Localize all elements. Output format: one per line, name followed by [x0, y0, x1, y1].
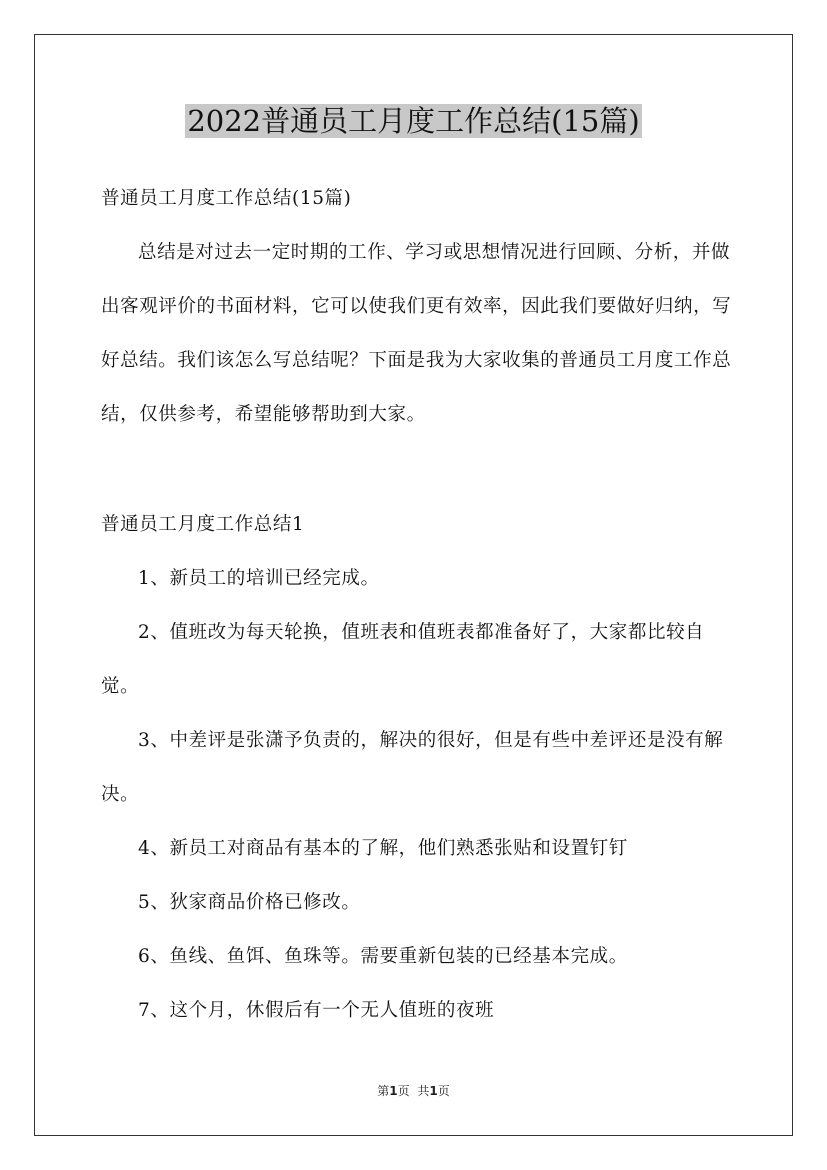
- total-prefix: 共: [417, 1084, 430, 1098]
- page-number: 1: [389, 1084, 398, 1098]
- list-item: 4、新员工对商品有基本的了解，他们熟悉张贴和设置钉钉: [138, 838, 628, 859]
- document-subtitle: 普通员工月度工作总结(15篇): [101, 188, 352, 209]
- page-prefix: 第: [377, 1084, 390, 1098]
- total-suffix: 页: [437, 1084, 450, 1098]
- list-item: 7、这个月，休假后有一个无人值班的夜班: [138, 1000, 495, 1021]
- list-item: 2、值班改为每天轮换，值班表和值班表都准备好了，大家都比较自觉。: [101, 622, 705, 697]
- section-spacer: [101, 442, 741, 498]
- document-title: [0, 100, 827, 142]
- list-item: 1、新员工的培训已经完成。: [138, 568, 380, 589]
- intro-paragraph: 总结是对过去一定时期的工作、学习或思想情况进行回顾、分析，并做出客观评价的书面材料，它可以使我们更有效率，因此我们要做好归纳，写好总结。我们该怎么写总结呢？下面是我为大家收集的普通员工月度工作总结，仅供参考，希望能够帮助到大家。: [101, 242, 732, 425]
- page-suffix: 页: [397, 1084, 410, 1098]
- page-footer: [0, 1081, 827, 1101]
- total-pages: 1: [429, 1084, 438, 1098]
- section-heading: 普通员工月度工作总结1: [101, 514, 305, 535]
- list-item: 5、狄家商品价格已修改。: [138, 892, 361, 913]
- list-item: 3、中差评是张潇予负责的，解决的很好，但是有些中差评还是没有解决。: [101, 730, 724, 805]
- list-item: 6、鱼线、鱼饵、鱼珠等。需要重新包装的已经基本完成。: [138, 946, 628, 967]
- document-title-text: 2022普通员工月度工作总结(15篇): [187, 104, 640, 138]
- document-body: [101, 172, 741, 1038]
